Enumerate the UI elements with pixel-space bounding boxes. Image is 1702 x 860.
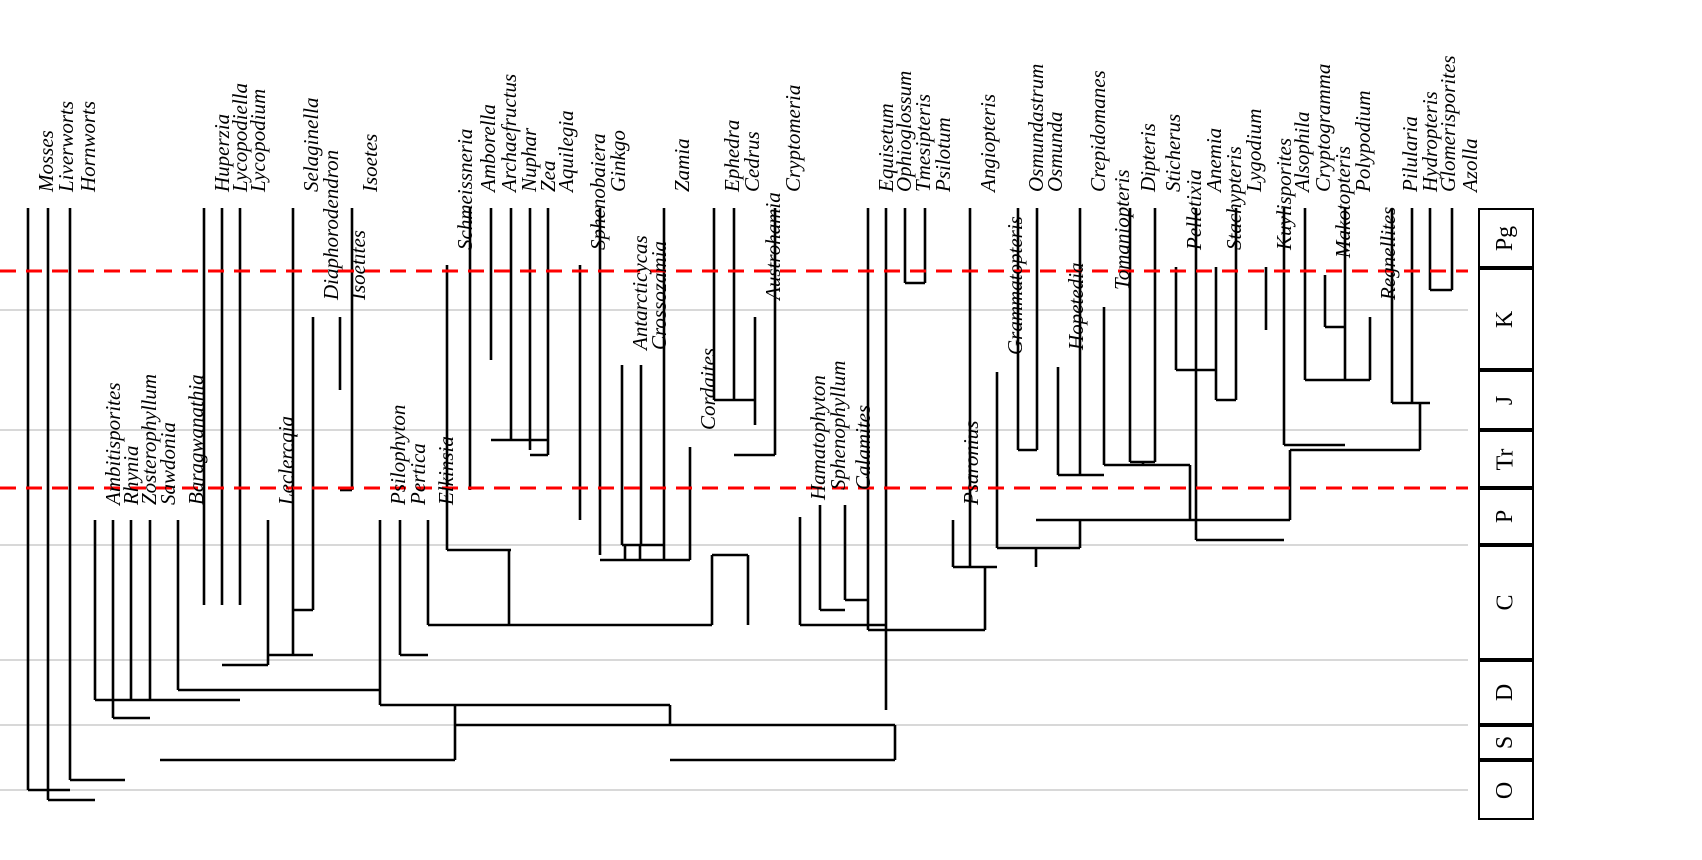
taxon-label: Sticherus bbox=[1161, 113, 1185, 192]
period-abbr: P bbox=[1492, 509, 1519, 524]
taxon-label: Ambitisporites bbox=[101, 382, 125, 505]
period-abbr: Pg bbox=[1492, 225, 1519, 251]
taxon-label: Nuphar bbox=[517, 127, 541, 192]
period-cell-p bbox=[1478, 488, 1534, 545]
taxon-label: Lycopodiella bbox=[228, 82, 252, 192]
taxon-label: Tmesipteris bbox=[911, 93, 935, 192]
period-abbr: C bbox=[1492, 594, 1519, 611]
taxon-label: Ginkgo bbox=[606, 130, 630, 192]
taxon-label: Cryptomeria bbox=[781, 84, 805, 192]
period-cell-c bbox=[1478, 545, 1534, 660]
taxon-label: Cordaites bbox=[696, 347, 720, 430]
taxon-label: Zea bbox=[536, 160, 560, 192]
taxon-label: Hamatophyton bbox=[806, 375, 830, 500]
taxon-label: Pertica bbox=[406, 443, 430, 505]
period-cell-k bbox=[1478, 268, 1534, 370]
period-abbr: J bbox=[1492, 395, 1519, 405]
taxon-label: Hopetedia bbox=[1064, 262, 1088, 350]
taxon-label: Zamia bbox=[670, 138, 694, 192]
taxon-label: Diaphorodendron bbox=[319, 149, 343, 300]
taxon-label: Osmunda bbox=[1043, 111, 1067, 192]
taxon-label: Psilotum bbox=[931, 117, 955, 192]
taxon-label: Pelletixia bbox=[1182, 169, 1206, 250]
tree-branches bbox=[28, 208, 1452, 800]
taxon-label: Crossozamia bbox=[647, 241, 671, 350]
taxon-label: Tomaniopteris bbox=[1110, 169, 1134, 290]
taxon-label: Archaefructus bbox=[497, 73, 521, 192]
taxon-label: Pilularia bbox=[1398, 116, 1422, 192]
period-cell-o bbox=[1478, 760, 1534, 820]
taxon-label: Aquilegia bbox=[554, 110, 578, 192]
taxon-label: Leclercqia bbox=[274, 415, 298, 505]
taxon-label: Amborella bbox=[476, 104, 500, 192]
period-cell-tr bbox=[1478, 430, 1534, 488]
taxon-label: Regnellites bbox=[1376, 206, 1400, 300]
taxon-label: Equisetum bbox=[874, 103, 898, 192]
taxon-label: Azolla bbox=[1458, 138, 1482, 192]
period-cell-j bbox=[1478, 370, 1534, 430]
taxon-label: Isoetes bbox=[358, 133, 382, 192]
taxon-label: Liverworts bbox=[54, 100, 78, 192]
taxon-label: Angiopteris bbox=[976, 94, 1000, 192]
taxon-label: Kuylisporites bbox=[1272, 137, 1296, 250]
taxon-label: Baragwanathia bbox=[184, 374, 208, 505]
taxon-label: Lycopodium bbox=[246, 88, 270, 192]
taxon-label: Ophioglossum bbox=[892, 70, 916, 192]
taxon-label: Austrohamia bbox=[761, 192, 785, 300]
taxon-label: Isoetites bbox=[346, 230, 370, 300]
taxon-label: Dipteris bbox=[1136, 123, 1160, 192]
taxon-label: Schmeissneria bbox=[453, 128, 477, 250]
taxon-label: Cryptogramma bbox=[1311, 63, 1335, 192]
taxon-label: Glomerisporites bbox=[1436, 55, 1460, 192]
taxon-label: Stachypteris bbox=[1222, 146, 1246, 250]
taxon-label: Crepidomanes bbox=[1086, 70, 1110, 192]
taxon-label: Lygodium bbox=[1242, 108, 1266, 192]
taxon-label: Sawdonia bbox=[156, 422, 180, 505]
taxon-label: Hornworts bbox=[76, 100, 100, 192]
taxon-label: Makotopteris bbox=[1331, 146, 1355, 258]
period-abbr: K bbox=[1492, 310, 1519, 328]
taxon-label: Antarcticycas bbox=[628, 235, 652, 350]
taxon-label: Sphenobaiera bbox=[586, 133, 610, 250]
taxon-label: Sphenophyllum bbox=[826, 360, 850, 490]
taxon-label: Elkinsia bbox=[434, 436, 458, 505]
period-cell-s bbox=[1478, 725, 1534, 760]
period-abbr: D bbox=[1492, 683, 1519, 702]
taxon-label: Psaronius bbox=[959, 420, 983, 505]
period-abbr: Tr bbox=[1492, 448, 1519, 470]
taxon-label: Ephedra bbox=[720, 119, 744, 192]
taxon-label: Zosterophyllum bbox=[137, 373, 161, 505]
taxon-label: Alsophila bbox=[1290, 111, 1314, 192]
taxon-label: Hydropteris bbox=[1418, 91, 1442, 192]
taxon-label: Grammatopteris bbox=[1003, 216, 1027, 355]
period-cell-pg bbox=[1478, 208, 1534, 268]
taxon-label: Psilophyton bbox=[386, 404, 410, 505]
taxon-label: Selaginella bbox=[299, 97, 323, 192]
taxon-label: Huperzia bbox=[210, 113, 234, 192]
period-cell-d bbox=[1478, 660, 1534, 725]
taxon-label: Anemia bbox=[1202, 127, 1226, 192]
taxon-label: Osmundastrum bbox=[1024, 63, 1048, 192]
taxon-label: Rhynia bbox=[119, 445, 143, 505]
taxon-label: Cedrus bbox=[740, 131, 764, 192]
taxon-label: Calamites bbox=[851, 404, 875, 490]
taxon-label: Polypodium bbox=[1351, 90, 1375, 192]
period-abbr: S bbox=[1492, 735, 1519, 750]
taxon-label: Mosses bbox=[34, 130, 58, 192]
period-abbr: O bbox=[1492, 781, 1519, 799]
